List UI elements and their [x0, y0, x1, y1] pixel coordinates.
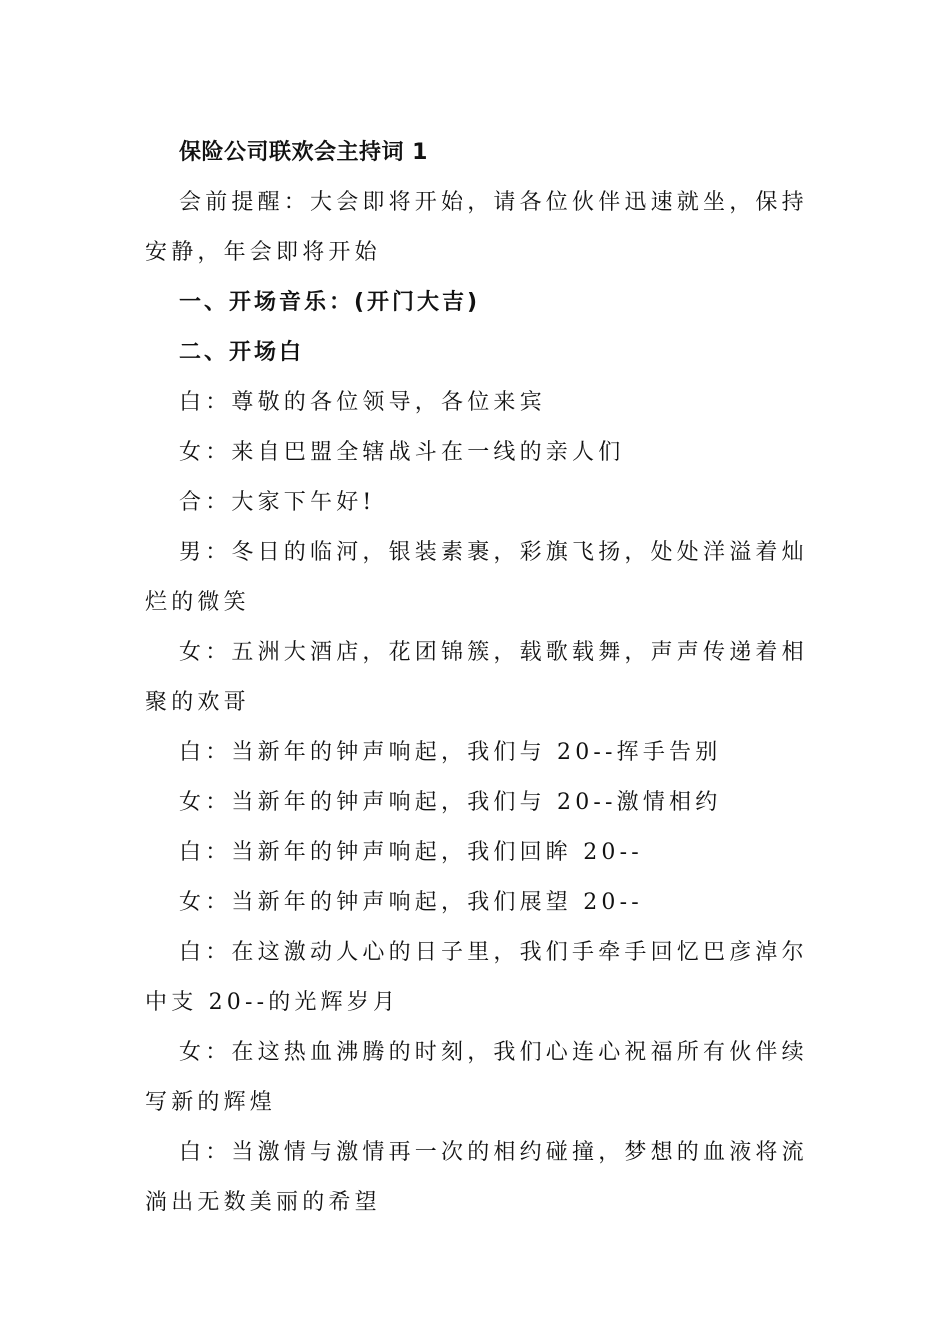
paragraph: 白：尊敬的各位领导，各位来宾 [179, 390, 546, 415]
paragraph: 女：来自巴盟全辖战斗在一线的亲人们 [179, 440, 625, 465]
paragraph: 女：在这热血沸腾的时刻，我们心连心祝福所有伙伴续写新的辉煌 [145, 1040, 808, 1115]
paragraph: 会前提醒：大会即将开始，请各位伙伴迅速就坐，保持安静，年会即将开始 [145, 190, 808, 265]
paragraph: 女：当新年的钟声响起，我们展望 20-- [179, 890, 643, 915]
paragraph: 白：当激情与激情再一次的相约碰撞，梦想的血液将流淌出无数美丽的希望 [145, 1140, 808, 1215]
section-heading: 二、开场白 [179, 340, 305, 365]
document-title: 保险公司联欢会主持词 1 [179, 140, 428, 165]
document-body [145, 128, 810, 1228]
paragraph: 白：当新年的钟声响起，我们与 20--挥手告别 [179, 740, 722, 765]
paragraph: 白：在这激动人心的日子里，我们手牵手回忆巴彦淖尔中支 20--的光辉岁月 [145, 940, 808, 1015]
paragraph: 合：大家下午好! [179, 490, 376, 515]
paragraph: 男：冬日的临河，银装素裹，彩旗飞扬，处处洋溢着灿烂的微笑 [145, 540, 808, 615]
paragraph: 女：五洲大酒店，花团锦簇，载歌载舞，声声传递着相聚的欢哥 [145, 640, 808, 715]
section-heading: 一、开场音乐：(开门大吉) [179, 290, 481, 315]
paragraph: 白：当新年的钟声响起，我们回眸 20-- [179, 840, 643, 865]
paragraph: 女：当新年的钟声响起，我们与 20--激情相约 [179, 790, 722, 815]
